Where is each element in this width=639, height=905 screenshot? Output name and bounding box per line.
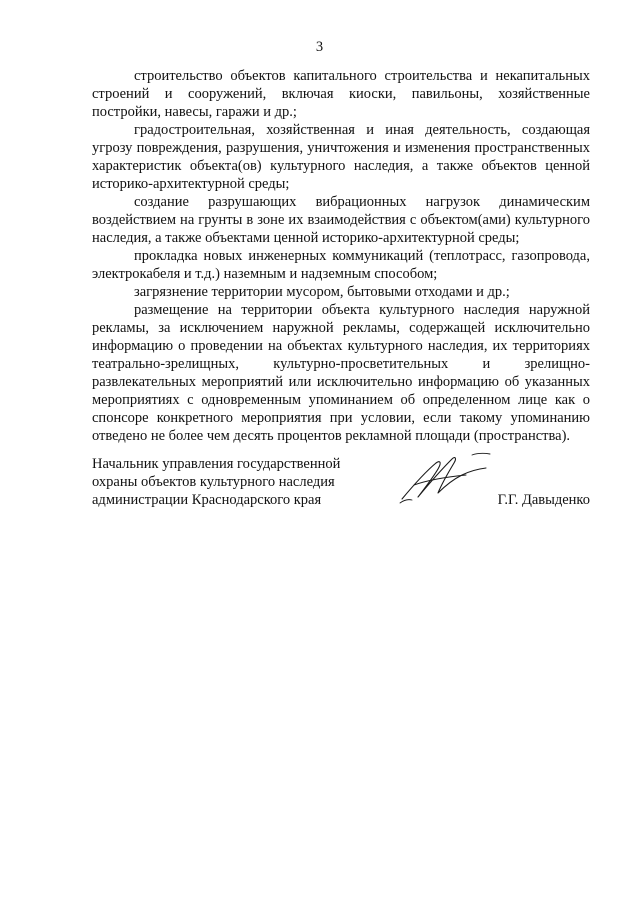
paragraph-territory-pollution: загрязнение территории мусором, бытовыми отходами и др.; bbox=[134, 284, 510, 300]
signature-block bbox=[92, 455, 590, 525]
paragraph-vibration-loads: создание разрушающих вибрационных нагрузок динамическим воздействием на грунты в зоне их взаимодействия с объектом(ами) культурного наследия, а также объектами ценной историко-архитектурной среды; bbox=[92, 194, 590, 246]
signatory-position bbox=[92, 455, 382, 509]
page-number: 3 bbox=[315, 39, 324, 55]
signatory-position-line: охраны объектов культурного наследия bbox=[92, 474, 335, 490]
signatory-position-line: Начальник управления государственной bbox=[92, 456, 341, 472]
paragraph-engineering-communications: прокладка новых инженерных коммуникаций (теплотрасс, газопровода, электрокабеля и т.д.) наземным и надземным способом; bbox=[92, 248, 590, 282]
handwritten-signature bbox=[394, 449, 494, 507]
signatory-position-line: администрации Краснодарского края bbox=[92, 492, 322, 508]
document-body bbox=[92, 67, 590, 445]
paragraph-capital-construction: строительство объектов капитального строительства и некапитальных строений и сооружений, включая киоски, павильоны, хозяйственные постройки, навесы, гаражи и др.; bbox=[92, 68, 590, 120]
signatory-name: Г.Г. Давыденко bbox=[497, 492, 590, 508]
paragraph-outdoor-advertising: размещение на территории объекта культурного наследия наружной рекламы, за исключением наружной рекламы, содержащей исключительно информацию о проведении на объектах культурного наследия, их территориях театрально-зрелищных, культурно-просветительных и зрелищно-развлекательных мероприятий или исключительно информацию об указанных мероприятиях с одновременным упоминанием об определенном лице как о спонсоре конкретного мероприятия при условии, если такому упоминанию отведено не более чем десять процентов рекламной площади (пространства). bbox=[92, 302, 590, 444]
paragraph-urban-planning-activity: градостроительная, хозяйственная и иная деятельность, создающая угрозу повреждения, разрушения, уничтожения и изменения пространственных характеристик объекта(ов) культурного наследия, а также объектов ценной историко-архитектурной среды; bbox=[92, 122, 590, 192]
